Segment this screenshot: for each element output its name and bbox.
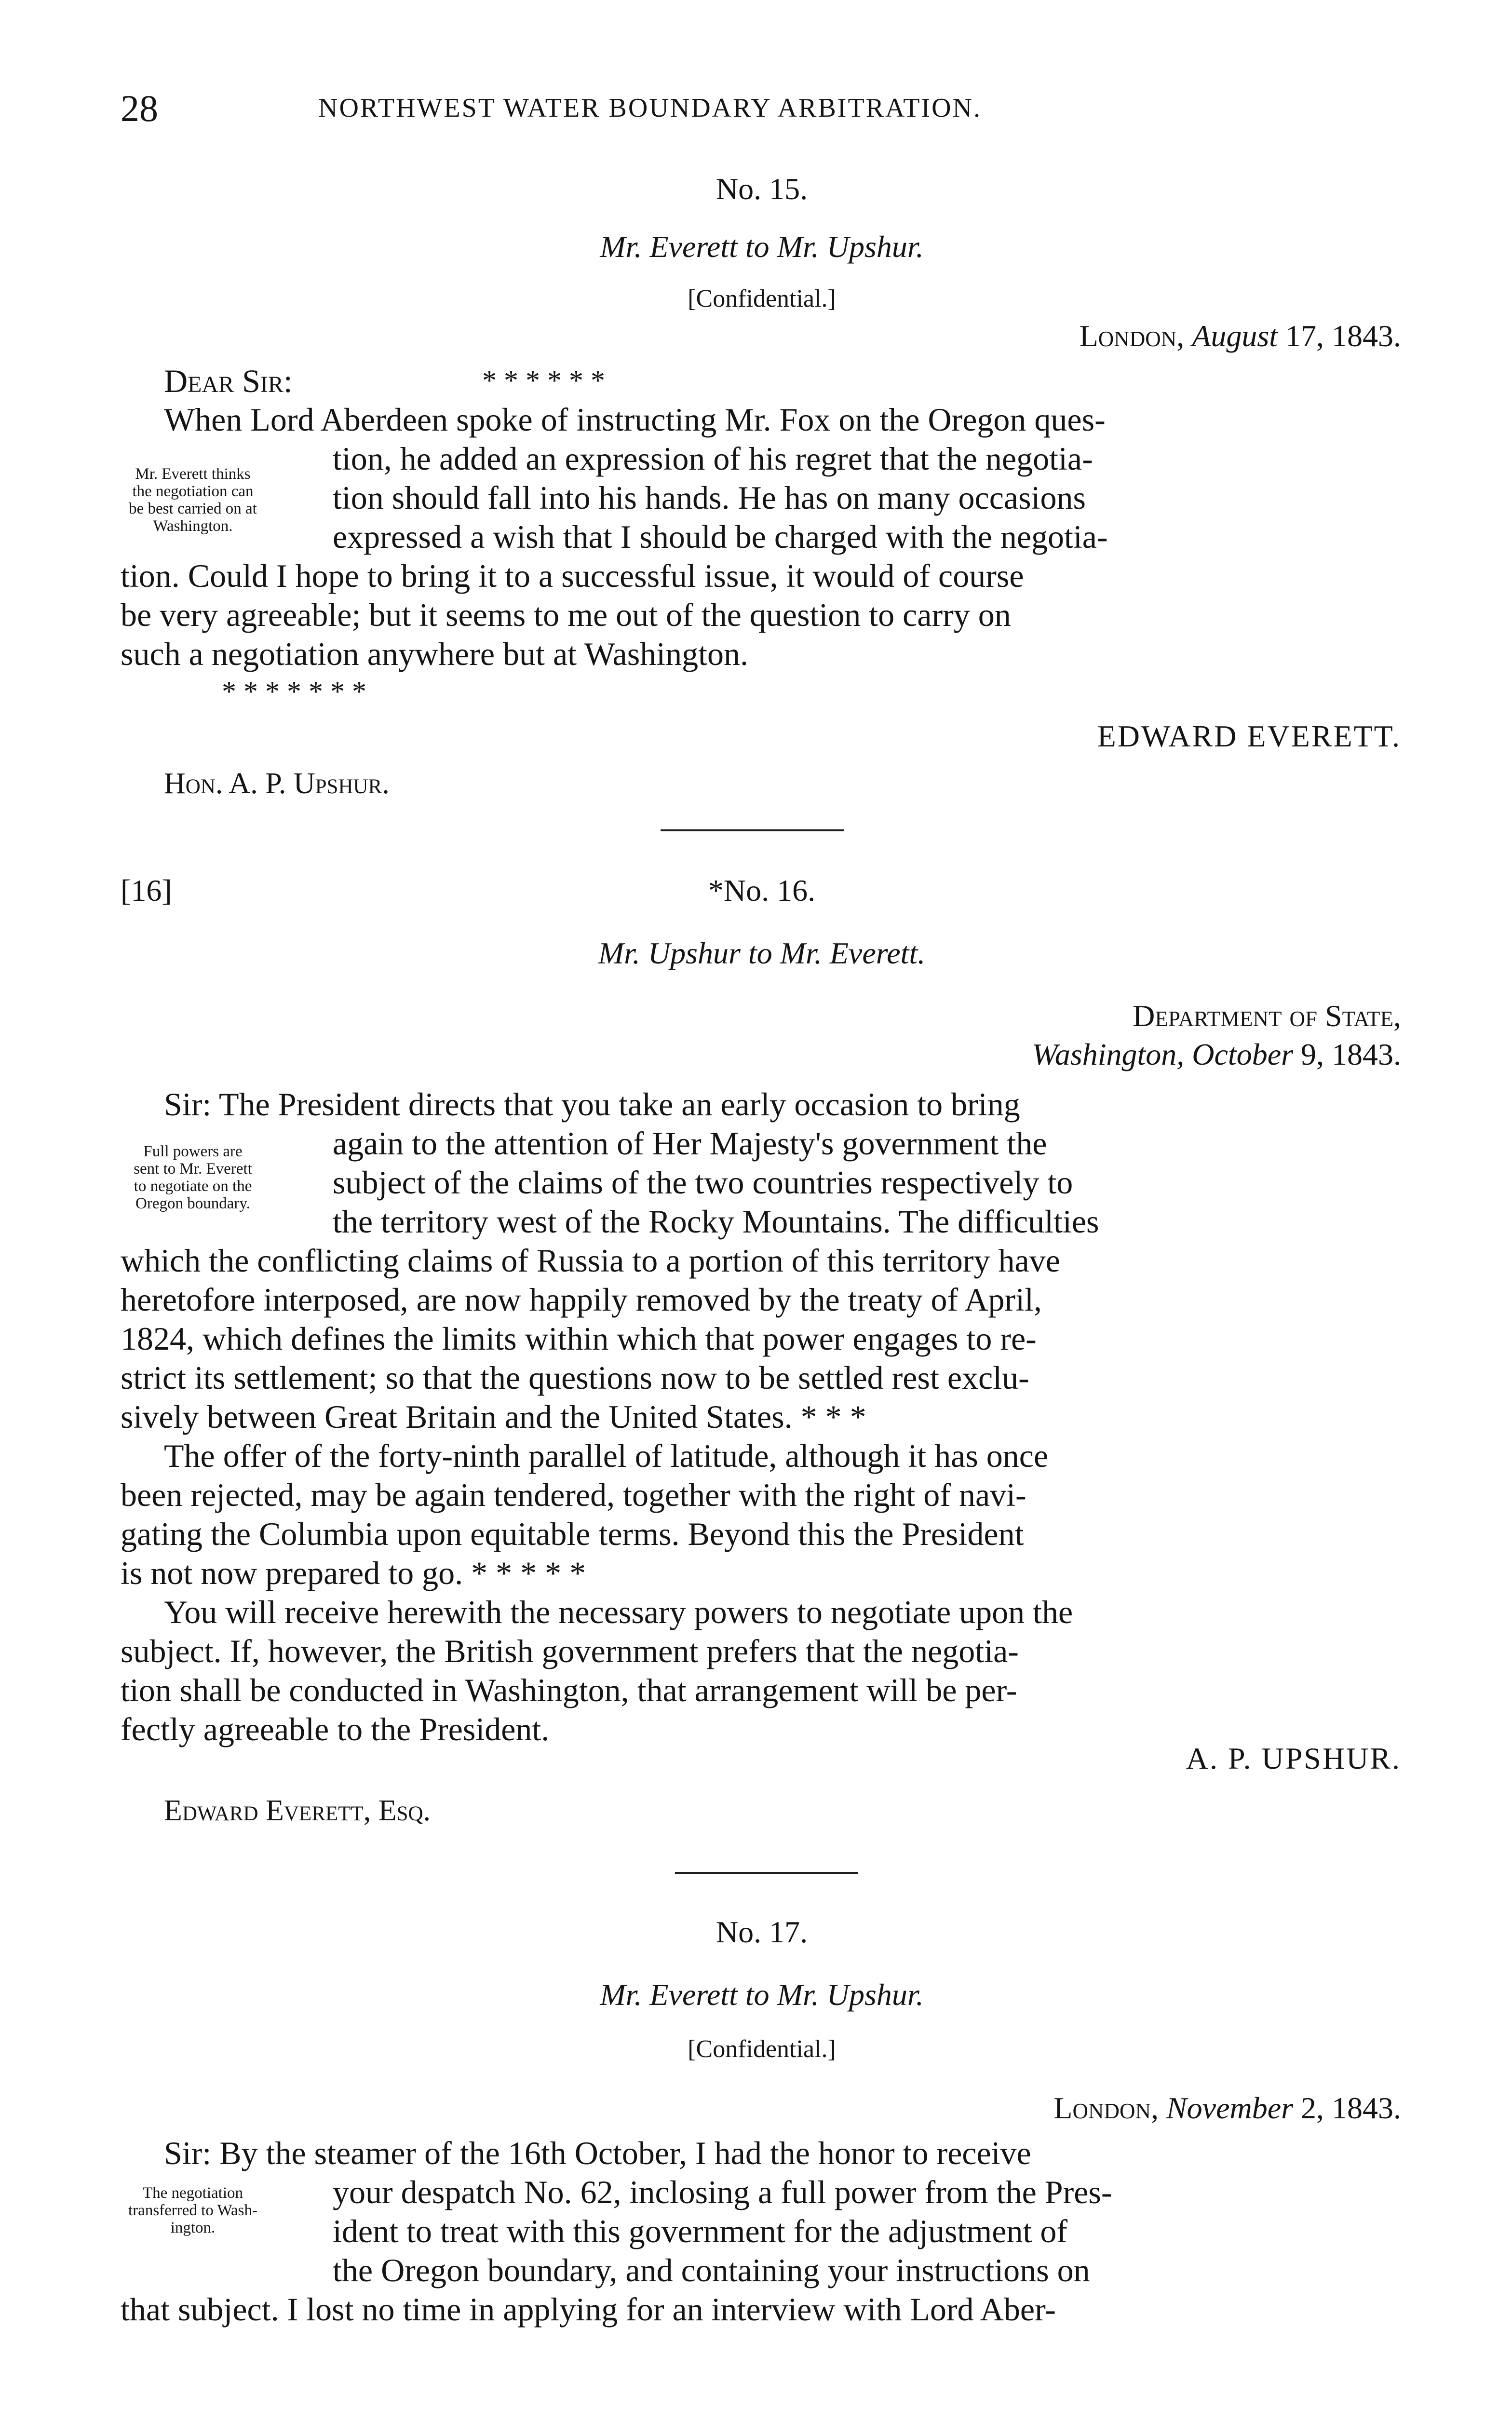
- doc16-dateline: [1032, 1037, 1401, 1072]
- doc17-line: your despatch No. 62, inclosing a full power from the Pres-: [333, 2174, 1112, 2210]
- doc17-line: Sir: By the steamer of the 16th October, I had the honor to receive: [164, 2135, 1031, 2171]
- doc15-number: No. 15.: [716, 172, 808, 206]
- doc16-line: 1824, which defines the limits within which that power engages to re-: [121, 1320, 1037, 1357]
- doc16-margin-note: [87, 1143, 299, 1212]
- doc15-date-rest: 17, 1843.: [1278, 319, 1401, 353]
- doc17-line: ident to treat with this government for the adjustment of: [333, 2213, 1067, 2249]
- doc16-department: Department of State,: [1133, 999, 1401, 1033]
- doc16-margin-line: Full powers are: [143, 1143, 243, 1160]
- running-header: [121, 87, 1403, 135]
- doc17-margin-line: transferred to Wash-: [128, 2202, 257, 2219]
- doc15-line: expressed a wish that I should be charged with the negotia-: [333, 518, 1108, 555]
- doc16-date-place: Washington,: [1032, 1037, 1185, 1071]
- section-divider: [675, 1872, 858, 1874]
- doc16-addressee: Edward Everett, Esq.: [164, 1794, 431, 1827]
- doc16-line: tion shall be conducted in Washington, that arrangement will be per-: [121, 1672, 1017, 1708]
- doc16-line: Sir: The President directs that you take an early occasion to bring: [164, 1086, 1020, 1123]
- doc16-margin-line: sent to Mr. Everett: [134, 1160, 252, 1178]
- running-title: NORTHWEST WATER BOUNDARY ARBITRATION.: [318, 93, 982, 123]
- doc16-line: been rejected, may be again tendered, together with the right of navi-: [121, 1476, 1026, 1513]
- doc16-line: strict its settlement; so that the questions now to be settled rest exclu-: [121, 1359, 1029, 1396]
- doc17-date-place: London,: [1053, 2091, 1159, 2125]
- doc16-number: *No. 16.: [708, 873, 816, 908]
- doc16-line: heretofore interposed, are now happily removed by the treaty of April,: [121, 1281, 1042, 1318]
- doc17-line: the Oregon boundary, and containing your instructions on: [333, 2252, 1090, 2289]
- doc16-line: is not now prepared to go. * * * * *: [121, 1555, 586, 1591]
- doc15-confidential: [Confidential.]: [688, 285, 836, 312]
- page-number: 28: [121, 87, 158, 129]
- doc15-dateline: [1080, 318, 1401, 354]
- doc15-margin-line: the negotiation can: [132, 483, 254, 500]
- doc16-margin-line: Oregon boundary.: [135, 1195, 250, 1212]
- doc17-date-month: November: [1166, 2091, 1293, 2125]
- doc15-margin-line: be best carried on at: [129, 500, 257, 517]
- doc17-number: No. 17.: [716, 1915, 808, 1949]
- doc15-line: such a negotiation anywhere but at Washington.: [121, 636, 748, 672]
- doc17-margin-note: [87, 2184, 299, 2236]
- doc15-margin-line: Mr. Everett thinks: [135, 465, 251, 483]
- doc16-line: again to the attention of Her Majesty's government the: [333, 1125, 1047, 1162]
- doc16-signature: A. P. UPSHUR.: [1186, 1741, 1401, 1775]
- doc16-title: Mr. Upshur to Mr. Everett.: [598, 936, 926, 970]
- doc16-line: The offer of the forty-ninth parallel of latitude, although it has once: [164, 1437, 1049, 1474]
- doc17-title: Mr. Everett to Mr. Upshur.: [600, 1978, 924, 2012]
- doc15-addressee: Hon. A. P. Upshur.: [164, 767, 390, 800]
- doc15-line: When Lord Aberdeen spoke of instructing Mr. Fox on the Oregon ques-: [164, 401, 1106, 438]
- doc16-bracket-number: [16]: [121, 873, 172, 908]
- doc17-margin-line: The negotiation: [142, 2184, 243, 2202]
- doc16-margin-line: to negotiate on the: [134, 1178, 252, 1195]
- doc16-line: fectly agreeable to the President.: [121, 1711, 550, 1747]
- doc17-date-rest: 2, 1843.: [1293, 2091, 1401, 2125]
- doc16-date-month: October: [1192, 1037, 1293, 1071]
- section-divider: [661, 829, 844, 831]
- doc16-line: gating the Columbia upon equitable terms. Beyond this the President: [121, 1516, 1024, 1552]
- doc15-line: tion should fall into his hands. He has on many occasions: [333, 479, 1086, 516]
- doc16-line: which the conflicting claims of Russia to a portion of this territory have: [121, 1242, 1060, 1279]
- doc15-salutation-stars: * * * * * *: [482, 365, 605, 396]
- doc17-margin-line: ington.: [170, 2219, 216, 2236]
- doc17-dateline: [1053, 2090, 1401, 2126]
- doc16-line: subject of the claims of the two countries respectively to: [333, 1164, 1073, 1201]
- doc17-confidential: [Confidential.]: [688, 2035, 836, 2063]
- doc15-signature: EDWARD EVERETT.: [1097, 719, 1401, 753]
- doc15-line: tion. Could I hope to bring it to a successful issue, it would of course: [121, 557, 1024, 594]
- doc15-line: be very agreeable; but it seems to me out of the question to carry on: [121, 596, 1011, 633]
- doc16-line: subject. If, however, the British government prefers that the negotia-: [121, 1633, 1019, 1669]
- doc15-margin-note: [87, 465, 299, 535]
- doc16-line: sively between Great Britain and the United States. * * *: [121, 1398, 866, 1435]
- doc16-line: the territory west of the Rocky Mountains. The difficulties: [333, 1203, 1099, 1240]
- doc15-closing-stars: * * * * * * *: [222, 676, 366, 707]
- doc16-date-rest: 9, 1843.: [1293, 1037, 1401, 1071]
- doc15-margin-line: Washington.: [153, 517, 233, 535]
- doc15-salutation: Dear Sir:: [164, 363, 293, 399]
- doc17-line: that subject. I lost no time in applying for an interview with Lord Aber-: [121, 2291, 1056, 2328]
- doc16-line: You will receive herewith the necessary powers to negotiate upon the: [164, 1594, 1073, 1630]
- doc15-line: tion, he added an expression of his regret that the negotia-: [333, 440, 1093, 477]
- doc15-date-month: August: [1192, 319, 1278, 353]
- doc15-title: Mr. Everett to Mr. Upshur.: [600, 230, 924, 264]
- doc15-date-place: London,: [1079, 319, 1185, 353]
